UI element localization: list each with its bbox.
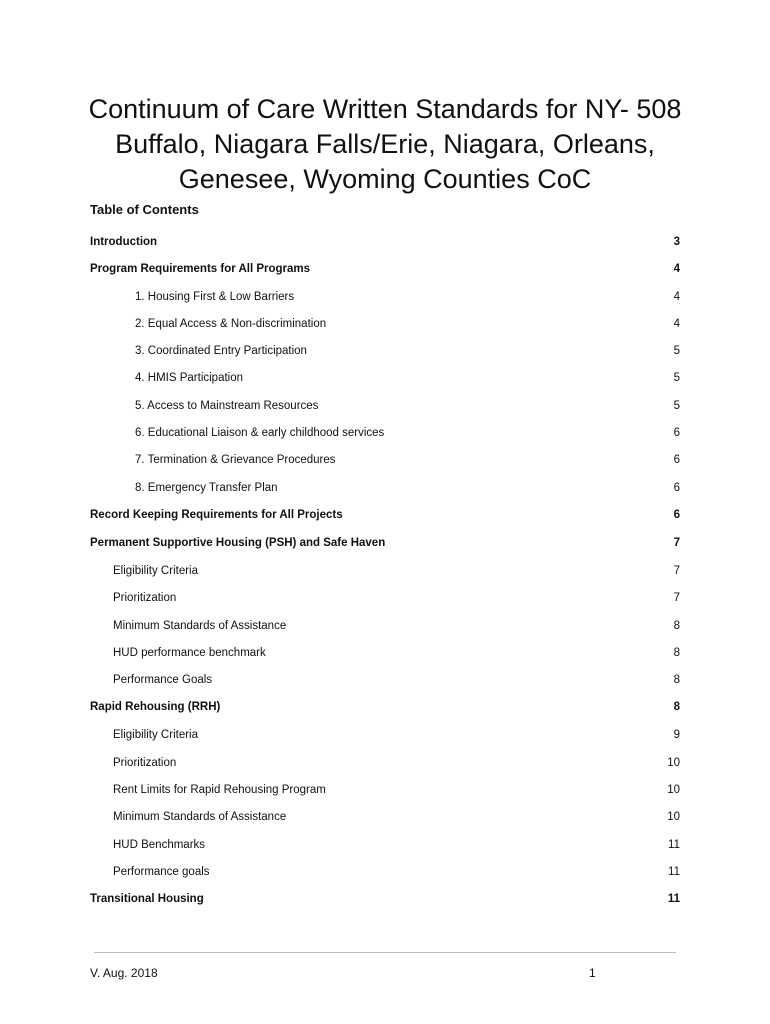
toc-entry-label: Program Requirements for All Programs	[90, 263, 311, 276]
toc-entry-label: Eligibility Criteria	[113, 564, 198, 577]
title-line-3: Genesee, Wyoming Counties CoC	[178, 164, 592, 194]
toc-entry-page: 8	[673, 701, 680, 714]
toc-entry-page: 8	[673, 619, 680, 632]
toc-entry-rrh-eligibility[interactable]	[90, 722, 680, 749]
toc-entry-rrh-performance-goals[interactable]	[90, 859, 680, 886]
toc-entry-label: 6. Educational Liaison & early childhood services	[135, 427, 385, 440]
toc-entry-page: 11	[668, 865, 680, 878]
footer-version: V. Aug. 2018	[90, 966, 158, 980]
toc-entry-label: Introduction	[90, 236, 158, 248]
toc-entry-page: 11	[667, 893, 680, 906]
toc-entry-page: 6	[673, 508, 680, 521]
toc-entry-hmis[interactable]	[90, 365, 680, 392]
toc-entry-page: 6	[673, 481, 680, 494]
toc-entry-program-requirements[interactable]	[90, 256, 680, 283]
toc-entry-page: 6	[673, 454, 680, 467]
toc-entry-label: Prioritization	[113, 756, 177, 769]
toc-entry-psh-eligibility[interactable]	[90, 558, 680, 585]
toc-entry-label: 1. Housing First & Low Barriers	[135, 290, 295, 303]
toc-entry-page: 7	[673, 536, 680, 549]
toc-entry-housing-first[interactable]	[90, 284, 680, 311]
toc-entry-page: 4	[673, 290, 680, 303]
toc-entry-page: 10	[667, 784, 680, 797]
toc-entry-psh[interactable]	[90, 530, 680, 558]
toc-entry-label: HUD performance benchmark	[113, 646, 266, 659]
toc-entry-page: 5	[673, 345, 680, 358]
footer-divider	[94, 952, 676, 953]
document-title	[40, 92, 730, 197]
toc-entry-label: Eligibility Criteria	[113, 729, 198, 742]
toc-entry-page: 5	[673, 399, 680, 412]
toc-entry-psh-minimum-standards[interactable]	[90, 613, 680, 640]
toc-entry-rrh-minimum-standards[interactable]	[90, 804, 680, 831]
toc-entry-rrh[interactable]	[90, 694, 680, 722]
toc-entry-page: 5	[673, 372, 680, 385]
toc-entry-rrh-hud-benchmarks[interactable]	[90, 832, 680, 859]
toc-entry-label: HUD Benchmarks	[113, 838, 206, 851]
toc-entry-label: 2. Equal Access & Non-discrimination	[135, 317, 327, 330]
footer-page-number: 1	[589, 966, 596, 980]
toc-entry-rrh-rent-limits[interactable]	[90, 777, 680, 804]
toc-entry-page: 10	[667, 756, 680, 769]
toc-entry-psh-prioritization[interactable]	[90, 585, 680, 612]
toc-entry-coordinated-entry[interactable]	[90, 338, 680, 365]
toc-entry-page: 3	[673, 236, 680, 248]
toc-entry-equal-access[interactable]	[90, 311, 680, 338]
toc-entry-label: Minimum Standards of Assistance	[113, 811, 287, 824]
toc-entry-page: 8	[673, 646, 680, 659]
toc-entry-label: 5. Access to Mainstream Resources	[135, 399, 319, 412]
toc-entry-label: Performance goals	[113, 865, 210, 878]
toc-entry-label: Record Keeping Requirements for All Projects	[90, 508, 343, 521]
toc-entry-page: 6	[673, 427, 680, 440]
title-line-2: Buffalo, Niagara Falls/Erie, Niagara, Orleans,	[115, 129, 655, 159]
toc-heading: Table of Contents	[90, 202, 199, 217]
toc-entry-page: 10	[667, 811, 680, 824]
toc-entry-page: 9	[673, 729, 680, 742]
toc-entry-page: 4	[673, 317, 680, 330]
toc-entry-record-keeping[interactable]	[90, 502, 680, 530]
toc-entry-transitional-housing[interactable]	[90, 886, 680, 914]
toc-entry-label: Rent Limits for Rapid Rehousing Program	[113, 784, 326, 797]
toc-entry-label: Permanent Supportive Housing (PSH) and Safe Haven	[90, 536, 386, 549]
toc-entry-page: 7	[673, 592, 680, 605]
toc-entry-label: Rapid Rehousing (RRH)	[90, 701, 221, 714]
toc-entry-page: 11	[668, 838, 680, 851]
toc-entry-rrh-prioritization[interactable]	[90, 750, 680, 777]
toc-entry-page: 4	[673, 263, 680, 276]
toc-entry-page: 8	[673, 674, 680, 687]
toc-entry-label: 3. Coordinated Entry Participation	[135, 345, 307, 358]
toc-entry-mainstream-resources[interactable]	[90, 393, 680, 420]
toc-entry-educational-liaison[interactable]	[90, 420, 680, 447]
toc-entry-introduction[interactable]	[90, 229, 680, 256]
toc-entry-termination-grievance[interactable]	[90, 447, 680, 474]
toc-entry-emergency-transfer[interactable]	[90, 475, 680, 502]
toc-entry-label: 8. Emergency Transfer Plan	[135, 481, 278, 494]
toc-entry-psh-performance-goals[interactable]	[90, 667, 680, 694]
toc-entry-page: 7	[673, 564, 680, 577]
table-of-contents	[90, 229, 680, 914]
title-line-1: Continuum of Care Written Standards for NY- 508	[88, 94, 682, 124]
toc-entry-label: Performance Goals	[113, 674, 213, 687]
toc-entry-label: Transitional Housing	[90, 893, 204, 906]
toc-entry-label: Minimum Standards of Assistance	[113, 619, 287, 632]
toc-entry-label: 7. Termination & Grievance Procedures	[135, 454, 336, 467]
toc-entry-psh-hud-benchmark[interactable]	[90, 640, 680, 667]
toc-entry-label: Prioritization	[113, 592, 177, 605]
toc-entry-label: 4. HMIS Participation	[135, 372, 244, 385]
